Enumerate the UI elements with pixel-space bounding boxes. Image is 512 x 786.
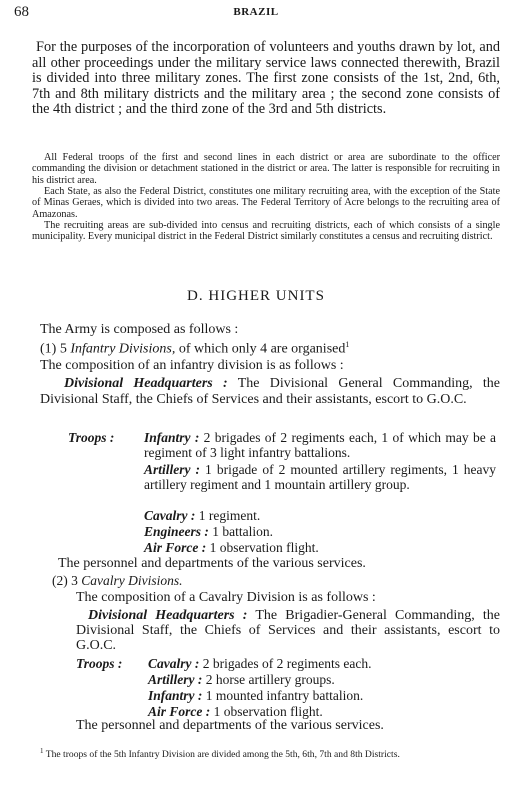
cavalry-hq-label: Divisional Headquarters : [88,608,248,623]
cavalry-troop-infantry [148,688,363,704]
troop-text: 1 battalion. [212,524,274,539]
running-head: BRAZIL [233,6,279,18]
infantry-personnel: The personnel and departments of the various services. [58,556,366,571]
section-title: D. HIGHER UNITS [187,288,325,304]
troop-text: 1 observation flight. [213,704,323,719]
cavalry-troops-label: Troops : [76,656,123,671]
cavalry-hq [76,608,500,653]
army-intro: The Army is composed as follows : [40,322,239,337]
troop-label: Air Force : [144,540,207,555]
cavalry-heading-italic: Cavalry Divisions. [81,573,183,588]
cavalry-composition: The composition of a Cavalry Division is as follows : [76,590,376,605]
page-number: 68 [14,4,29,20]
infantry-troop-artillery [144,462,496,492]
cavalry-troop-artillery [148,672,335,688]
troop-text: 1 mounted infantry battalion. [205,688,364,703]
infantry-composition: The composition of an infantry division is as follows : [40,358,344,373]
troop-label: Infantry : [144,430,200,445]
infantry-heading [40,340,349,358]
infantry-heading-num: (1) 5 [40,341,67,357]
small-paragraph-3: The recruiting areas are sub-divided into census and recruiting districts, each of which consists of a single municipality. Every municipal district in the Federal District similarly constitutes a census and recruiting district. [32,220,500,243]
troop-text: 1 observation flight. [209,540,319,555]
footnote-text: The troops of the 5th Infantry Division are divided among the 5th, 6th, 7th and 8th Districts. [45,749,400,761]
infantry-hq-label: Divisional Headquarters : [64,376,228,391]
cavalry-heading-num: (2) 3 [52,573,78,588]
intro-paragraph: For the purposes of the incorporation of volunteers and youths drawn by lot, and all other proceedings under the military service laws connected therewith, Brazil is divided into three military zones. The first zone consists of the 1st, 2nd, 6th, 7th and 8th military districts and the military area ; the second zone consists of the 4th district ; and the third zone of the 3rd and 5th districts. [32,39,500,118]
small-paragraph-1: All Federal troops of the first and second lines in each district or area are subordinate to the officer commanding the division or detachment stationed in the district or area. The latter is responsible for recruiting in his district area. [32,152,500,186]
small-paragraph-2: Each State, as also the Federal District, constitutes one military recruiting area, with the exception of the State of Minas Geraes, which is divided into two areas. The Federal Territory of Acre belongs to the recruiting area of Amazonas. [32,186,500,220]
troop-text: 2 horse artillery groups. [205,672,335,687]
troop-label: Cavalry : [144,508,196,523]
troop-label: Infantry : [148,688,203,703]
infantry-troop-infantry [144,430,496,460]
cavalry-personnel: The personnel and departments of the various services. [76,718,384,733]
infantry-heading-italic: Infantry Divisions, [70,341,176,357]
infantry-hq [40,376,500,408]
troop-text: 2 brigades of 2 regiments each, 1 of which may be a regiment of 3 light infantry battalions. [144,430,497,460]
troop-text: 1 regiment. [198,508,261,523]
troop-label: Artillery : [148,672,203,687]
troop-label: Air Force : [148,704,211,719]
cavalry-heading [52,573,183,589]
footnote [32,746,502,760]
infantry-hq-text: The Divisional General Commanding, the Divisional Staff, the Chiefs of Services and their assistants, escort to G.O.C. [40,376,501,407]
troop-text: 2 brigades of 2 regiments each. [202,656,372,671]
troop-label: Engineers : [144,524,209,539]
troop-label: Artillery : [144,462,201,477]
footnote-mark: 1 [40,747,44,755]
cavalry-troop-cavalry [148,656,371,672]
infantry-troops-label: Troops : [68,430,115,445]
page-header [14,4,498,24]
footnote-ref: 1 [345,340,350,349]
troop-text: 1 brigade of 2 mounted artillery regiments, 1 heavy artillery regiment and 1 mountain artillery group. [144,462,497,492]
troop-label: Cavalry : [148,656,200,671]
cavalry-hq-text: The Brigadier-General Commanding, the Divisional Staff, the Chiefs of Services and their assistants, escort to G.O.C. [76,608,501,653]
infantry-troop-cavalry [144,508,260,524]
infantry-troop-air-force [144,540,319,556]
infantry-heading-rest: of which only 4 are organised [178,341,346,357]
infantry-troop-engineers [144,524,273,540]
